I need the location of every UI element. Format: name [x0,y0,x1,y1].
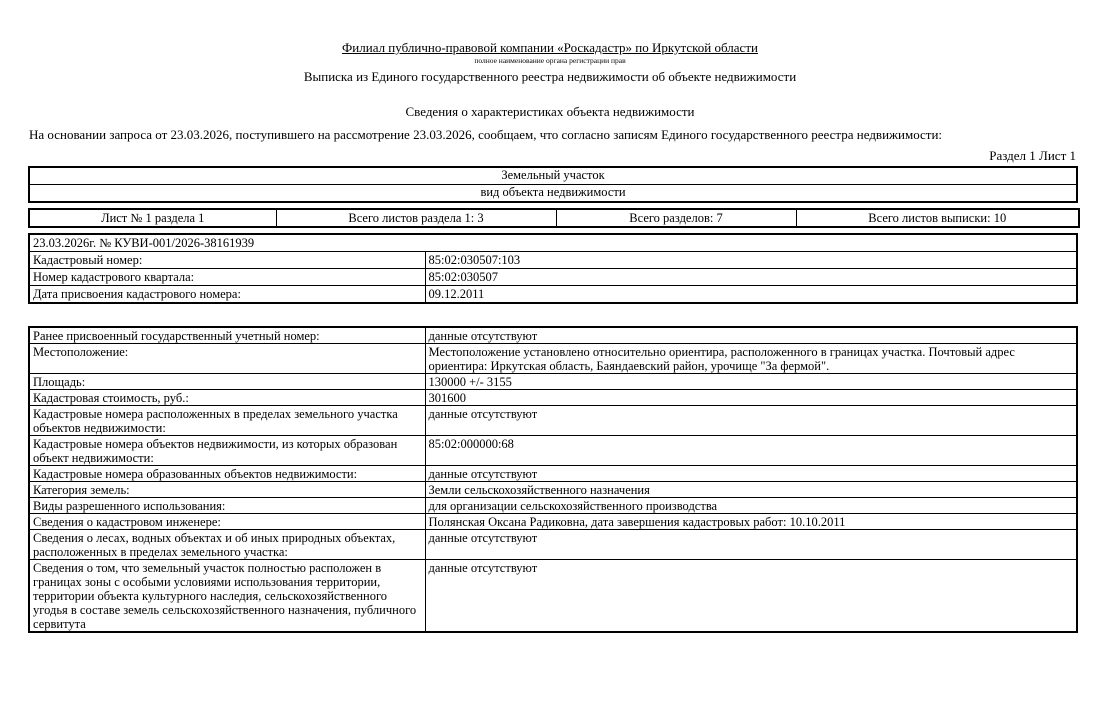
property-table-row [29,514,1077,530]
field-value: данные отсутствуют [425,466,1077,482]
property-table-row [29,390,1077,406]
field-value: данные отсутствуют [425,560,1077,633]
property-table-row [29,560,1077,633]
property-table-row [29,327,1077,344]
field-value: 85:02:030507 [425,269,1077,286]
field-label: Номер кадастрового квартала: [29,269,425,286]
field-value: Местоположение установлено относительно ориентира, расположенного в границах участка. Почтовый адрес ориентира: Иркутская область, Баяндаевский район, урочище "За фермой". [425,344,1077,374]
organization-name-text: Филиал публично-правовой компании «Роскадастр» по Иркутской области [342,40,758,55]
object-type-caption: вид объекта недвижимости [29,185,1077,203]
sheet-of-section: Лист № 1 раздела 1 [29,209,276,227]
field-label: Категория земель: [29,482,425,498]
field-label: Виды разрешенного использования: [29,498,425,514]
property-table-row [29,436,1077,466]
total-sheets-extract: Всего листов выписки: 10 [796,209,1079,227]
object-type-table [28,166,1078,203]
field-label: Дата присвоения кадастрового номера: [29,286,425,304]
field-value: данные отсутствуют [425,406,1077,436]
object-properties-table [28,326,1078,633]
field-label: Сведения о лесах, водных объектах и об иных природных объектах, расположенных в пределах земельного участка: [29,530,425,560]
property-table-row [29,530,1077,560]
field-value: данные отсутствуют [425,530,1077,560]
field-label: Кадастровый номер: [29,252,425,269]
main-table-row [29,286,1077,304]
property-table-row [29,482,1077,498]
organization-caption: полное наименование органа регистрации прав [474,56,626,65]
property-table-row [29,498,1077,514]
extract-date-number: 23.03.2026г. № КУВИ-001/2026-38161939 [29,234,1077,252]
field-label: Сведения о том, что земельный участок полностью расположен в границах зоны с особыми условиями использования территории, территории объекта культурного наследия, сельскохозяйственного угодья в составе земель сельскохозяйственного назначения, публичного сервитута [29,560,425,633]
object-type-value: Земельный участок [29,167,1077,185]
field-label: Площадь: [29,374,425,390]
field-value: 130000 +/- 3155 [425,374,1077,390]
field-value: данные отсутствуют [425,327,1077,344]
field-value: Земли сельскохозяйственного назначения [425,482,1077,498]
sheets-summary-table [28,208,1080,228]
field-label: Ранее присвоенный государственный учетный номер: [29,327,425,344]
main-table-row [29,252,1077,269]
document-title: Выписка из Единого государственного реестра недвижимости об объекте недвижимости [303,69,797,84]
field-value: Полянская Оксана Радиковна, дата завершения кадастровых работ: 10.10.2011 [425,514,1077,530]
property-table-row [29,374,1077,390]
section-title: Сведения о характеристиках объекта недвижимости [405,104,695,119]
field-value: 09.12.2011 [425,286,1077,304]
section-sheet-info: Раздел 1 Лист 1 [989,148,1076,163]
field-label: Сведения о кадастровом инженере: [29,514,425,530]
field-value: для организации сельскохозяйственного производства [425,498,1077,514]
field-value: 85:02:030507:103 [425,252,1077,269]
field-label: Кадастровая стоимость, руб.: [29,390,425,406]
field-label: Кадастровые номера образованных объектов недвижимости: [29,466,425,482]
request-basis-text: На основании запроса от 23.03.2026, поступившего на рассмотрение 23.03.2026, сообщаем, что согласно записям Единого государственного реестра недвижимости: [29,127,943,142]
total-sheets-section: Всего листов раздела 1: 3 [276,209,556,227]
main-table-row [29,269,1077,286]
property-table-row [29,344,1077,374]
property-table-row [29,466,1077,482]
field-value: 301600 [425,390,1077,406]
total-sections: Всего разделов: 7 [556,209,796,227]
organization-name [0,40,1100,55]
field-label: Кадастровые номера расположенных в пределах земельного участка объектов недвижимости: [29,406,425,436]
main-identification-table [28,233,1078,304]
field-label: Местоположение: [29,344,425,374]
property-table-row [29,406,1077,436]
field-value: 85:02:000000:68 [425,436,1077,466]
field-label: Кадастровые номера объектов недвижимости, из которых образован объект недвижимости: [29,436,425,466]
